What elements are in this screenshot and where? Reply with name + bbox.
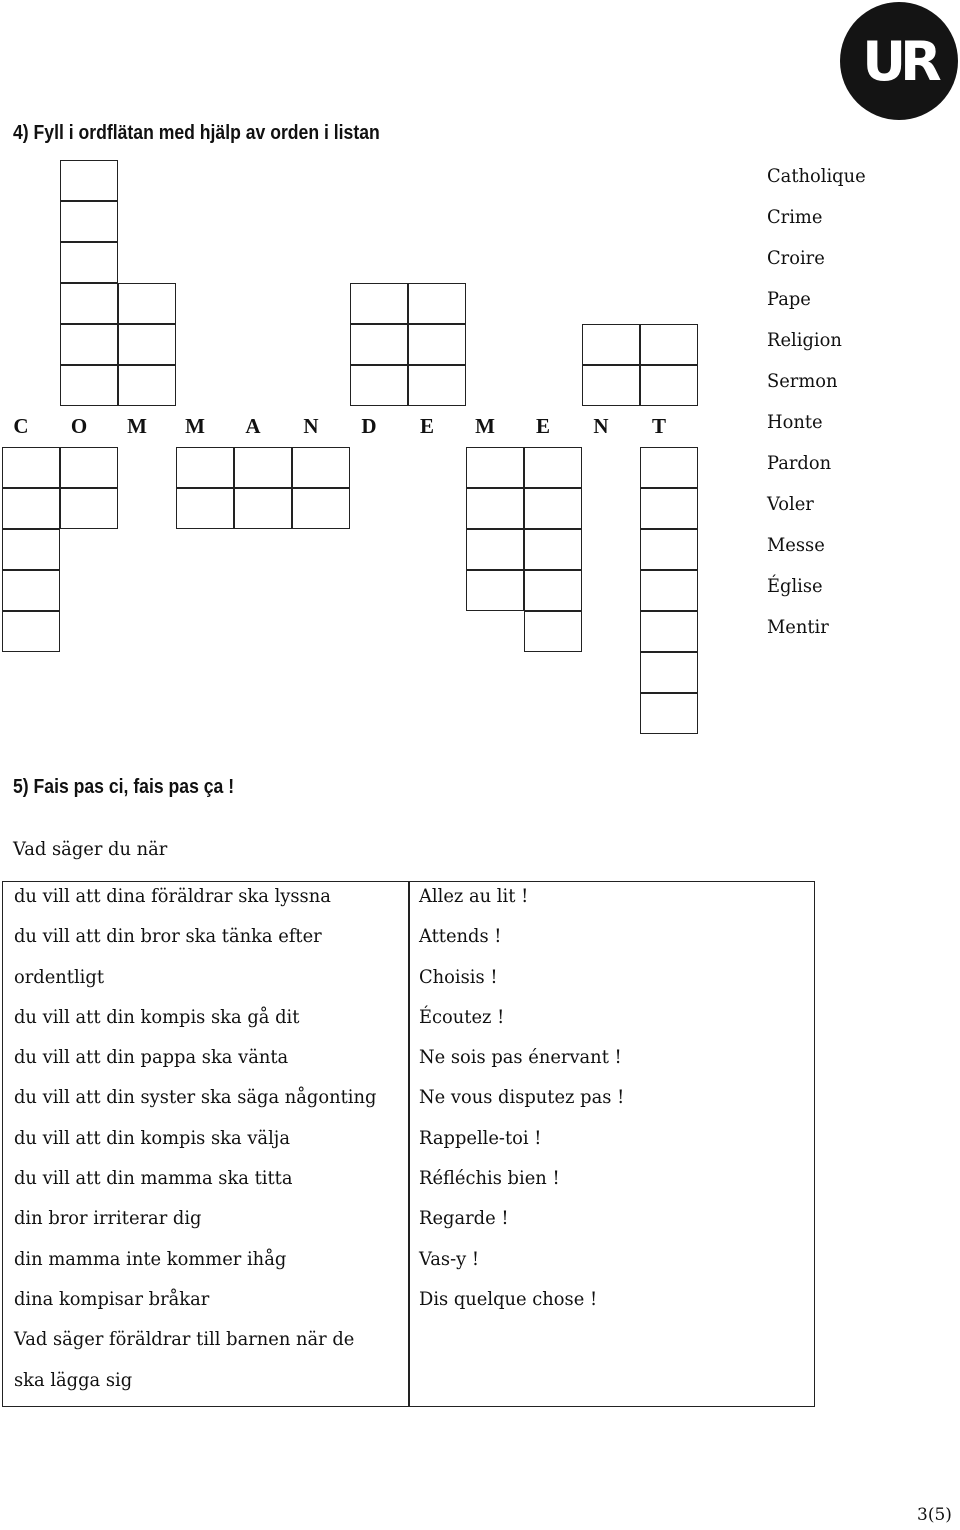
crossword-cell[interactable] [582,324,640,365]
word-list-item: Croire [767,247,825,269]
situation-item: din mamma inte kommer ihåg [14,1247,287,1270]
phrase-item: Regarde ! [419,1207,509,1230]
word-list-item: Honte [767,411,823,433]
word-list-item: Pape [767,288,811,310]
crossword-cell[interactable] [582,365,640,406]
given-letter: M [185,414,205,438]
situation-item: du vill att din kompis ska välja [14,1126,290,1149]
crossword-grid [0,0,720,740]
phrases-column [419,882,637,1325]
crossword-cell[interactable] [524,570,582,611]
situation-item: dina kompisar bråkar [14,1287,210,1310]
crossword-cell[interactable] [640,529,698,570]
crossword-cell[interactable] [234,447,292,488]
crossword-cell[interactable] [466,488,524,529]
given-letter: O [70,414,88,438]
word-list-item: Pardon [767,452,832,474]
crossword-cell[interactable] [350,365,408,406]
situation-item: du vill att din pappa ska vänta [14,1046,289,1069]
crossword-cell[interactable] [640,693,698,734]
crossword-cell[interactable] [640,652,698,693]
situation-item: du vill att din kompis ska gå dit [14,1005,300,1028]
matching-table [2,881,815,1407]
crossword-cell[interactable] [408,283,466,324]
word-list-item: Mentir [767,616,829,638]
crossword-cell[interactable] [524,447,582,488]
word-list-item: Messe [767,534,825,556]
given-letter: E [535,414,550,438]
word-list-item: Catholique [767,165,866,187]
situation-item: du vill att dina föräldrar ska lyssna [14,885,331,907]
phrase-item: Dis quelque chose ! [419,1287,598,1310]
crossword-cell[interactable] [2,529,60,570]
crossword-cell[interactable] [640,365,698,406]
given-letter: N [303,414,319,438]
crossword-cell[interactable] [292,447,350,488]
crossword-cell[interactable] [640,611,698,652]
column-divider [408,882,410,1406]
crossword-cell[interactable] [466,447,524,488]
phrase-item: Allez au lit ! [419,885,529,907]
phrase-item: Écoutez ! [419,1005,505,1028]
phrase-item: Ne sois pas énervant ! [419,1046,622,1069]
crossword-cell[interactable] [60,283,118,324]
given-letter: M [127,414,147,438]
given-letter: D [361,414,377,438]
word-list-item: Sermon [767,370,838,392]
given-letter: C [13,414,29,438]
crossword-cell[interactable] [2,570,60,611]
word-list-item: Voler [767,493,814,515]
crossword-cell[interactable] [524,529,582,570]
crossword-cell[interactable] [2,488,60,529]
exercise-4-heading: 4) Fyll i ordflätan med hjälp av orden i listan [13,122,380,144]
situation-item: ordentligt [14,965,105,988]
crossword-cell[interactable] [292,488,350,529]
given-letter: N [593,414,609,438]
crossword-cell[interactable] [350,324,408,365]
phrase-item: Vas-y ! [419,1247,480,1270]
crossword-cell[interactable] [60,365,118,406]
crossword-cell[interactable] [408,365,466,406]
phrase-item: Réfléchis bien ! [419,1167,560,1190]
phrase-item: Choisis ! [419,965,498,988]
situation-item: ska lägga sig [14,1368,133,1391]
given-letter: M [475,414,495,438]
word-list-item: Église [767,575,823,597]
crossword-cell[interactable] [118,365,176,406]
given-letter: A [245,414,261,438]
word-list-item: Religion [767,329,842,351]
situation-item: Vad säger föräldrar till barnen när de [14,1328,355,1351]
crossword-cell[interactable] [466,570,524,611]
given-letter: T [651,414,666,438]
situation-item: du vill att din mamma ska titta [14,1167,293,1190]
crossword-cell[interactable] [118,324,176,365]
page-number: 3(5) [917,1505,952,1525]
phrase-item: Ne vous disputez pas ! [419,1086,625,1109]
crossword-cell[interactable] [60,242,118,283]
crossword-cell[interactable] [408,324,466,365]
word-list [767,156,872,648]
crossword-cell[interactable] [524,488,582,529]
crossword-cell[interactable] [640,447,698,488]
crossword-cell[interactable] [640,570,698,611]
crossword-cell[interactable] [60,201,118,242]
crossword-cell[interactable] [2,611,60,652]
ur-logo [840,2,958,120]
ur-logo-text: UR [862,29,936,93]
crossword-cell[interactable] [176,488,234,529]
crossword-cell[interactable] [176,447,234,488]
crossword-cell[interactable] [60,160,118,201]
situation-item: du vill att din bror ska tänka efter [14,925,322,948]
crossword-cell[interactable] [2,447,60,488]
crossword-cell[interactable] [524,611,582,652]
crossword-cell[interactable] [234,488,292,529]
crossword-cell[interactable] [60,447,118,488]
crossword-cell[interactable] [640,324,698,365]
word-list-item: Crime [767,206,823,228]
crossword-cell[interactable] [350,283,408,324]
phrase-item: Attends ! [419,925,502,948]
crossword-cell[interactable] [60,324,118,365]
situation-item: du vill att din syster ska säga någonting [14,1086,377,1109]
exercise-5-heading: 5) Fais pas ci, fais pas ça ! [13,776,235,798]
phrase-item: Rappelle-toi ! [419,1126,542,1149]
crossword-cell[interactable] [466,529,524,570]
crossword-cell[interactable] [640,488,698,529]
crossword-cell[interactable] [118,283,176,324]
exercise-5-intro: Vad säger du när [13,838,168,860]
given-letter: E [419,414,434,438]
crossword-cell[interactable] [60,488,118,529]
situations-column [14,882,400,1406]
situation-item: din bror irriterar dig [14,1207,202,1230]
